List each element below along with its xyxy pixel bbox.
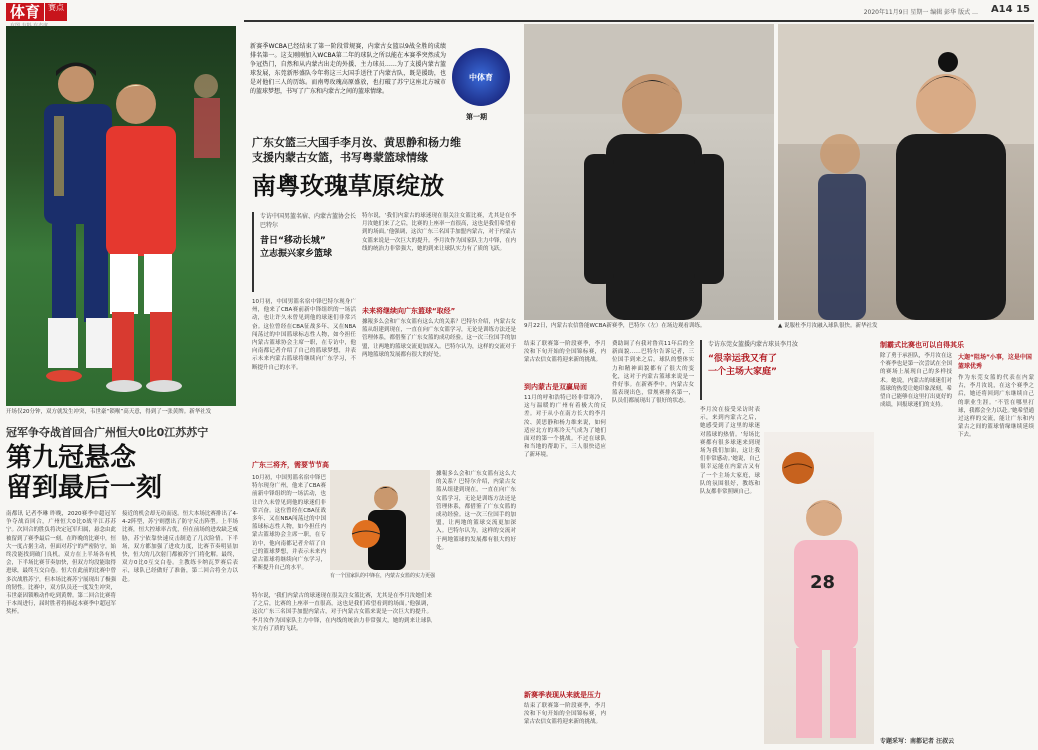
pull-box-quote1: 昔日“移动长城”	[260, 236, 326, 246]
mid-subhead-2: 广东三将齐，需要节节高	[252, 461, 329, 469]
right-col4-subhead: 制霸式比赛也可以自得其乐	[880, 341, 964, 349]
mid-intro: 新赛季WCBA已经结束了第一阶段常规赛，内蒙古女篮以9战全胜的成绩排名第一。这支刚刚加入WCBA第二年的球队之所以能在本赛季突然成为争冠热门，自然和从内蒙古出走的外援、主力球员……为了支援内蒙古篮球发展，东莞新彤盛队今年将这三大国手送往了内蒙古队，既是援助，也是对他们三人的历练。而南粤玫瑰高原盛放，也打破了苏宁这座北方城市的篮球梦想，书写了广东和内蒙古之间的篮球情缘。	[250, 43, 446, 95]
credit-line: 专题采写：南都记者 汪叔云	[880, 738, 955, 745]
mid-subhead-1: 未来将继续向广东篮球“取经”	[362, 307, 456, 315]
right-photo-caption-2: ▲ 说服杜李月汝融入球队很快。新华社发	[778, 323, 878, 329]
masthead	[0, 0, 1038, 22]
mid-body-col1: 10月初，中国男篮名宿中锋巴特尔现身广州，他来了CBA赛前新中锋组织的一场活动，也让许久未曾见到他的球迷们非常兴奋。这位曾经在CBA征战多年、又在NBA闯荡过的中国篮球标志性人物，如今担任内蒙古篮球协会主席一职，在专访中，他向南都记者介绍了自己的篮球梦想，并表示未来内蒙古篮球将继续向广东学习，不断提升自己的水平。	[252, 299, 356, 371]
right-pull-box-title: 专访东莞女篮援内蒙古球员李月汝	[708, 341, 799, 348]
right-body-col5: 作为东莞女篮的代表在内蒙古，李月汝说，在这个赛季之后，她还将回到广东继续自己的职业生涯。‘不管在哪里打球，我都会全力以赴。’她希望通过这样的交流，能让广东和内蒙古之间的篮球情缘继续延续下去。	[958, 375, 1034, 439]
left-kicker: 冠军争夺战首回合广州恒大0比0江苏苏宁	[6, 426, 209, 439]
page-number: A14 15	[990, 4, 1030, 15]
brand-section: 赛点	[45, 3, 67, 21]
player-photo-caption: 有一个国家队的中锋在，内蒙古女篮的实力更强	[330, 573, 436, 579]
right-subhead-2: 新赛季表现从来就是压力	[524, 691, 601, 699]
player-with-ball-photo	[330, 470, 430, 570]
bater-illustration	[524, 24, 774, 320]
right-body-col1b: 11月的呼和浩特已经非常寒冷，这与温暖的广州有着极大的反差。对于从小在南方长大的李月汝、黄思静和杨力维来说，如何适应北方的寒冷天气成为了她们面对的第一个挑战。不过在球队和当地的帮助下，三人很快适应了新环境。	[524, 395, 606, 459]
brand-logo	[6, 3, 67, 21]
mid-body-col2: 特尔说，‘我们内蒙古的球迷现在很关注女篮比赛，尤其是在李月汝她们来了之后，比赛的上座率一直很高，这也是我们希望看到的场面。’他强调，这次广东三名国手加盟内蒙古，对于内蒙古女篮来说是一次巨大的提升。李月汝作为国家队主力中锋，在内线的统治力非常强大，她的到来让球队实力有了质的飞跃。	[362, 213, 516, 252]
football-players-illustration	[6, 26, 236, 406]
right-pull-box-quote1: “很幸运我又有了	[708, 354, 777, 364]
feature-tag: 第一期	[466, 113, 487, 121]
right-body-col4: 除了勇于承担队，李月汝在这个赛季也是第一次尝试在全国的赛场上展现自己的多样技术。她说，内蒙古的球迷们对篮球的热爱让她印象深刻，希望自己能够在这里打出更好的成绩，回报球迷们的支持。	[880, 353, 952, 409]
mid-body-lower-right: 據報多么会和广东女篮有这么大的关系？巴特尔介绍，内蒙古女篮从组建到现在，一直在向广东女篮学习，无论是训练方法还是管理体系，都借鉴了广东女篮的成功经验。这一次三位国手的加盟，让两地的篮球交流更加深入。巴特尔认为，这样的交流对于两地篮球的发展都有很大的好处。	[436, 471, 516, 551]
mid-body-lower-left: 10月初，中国男篮名宿中锋巴特尔现身广州，他来了CBA赛前新中锋组织的一场活动，也让许久未曾见到他的球迷们非常兴奋。这位曾经在CBA征战多年、又在NBA闯荡过的中国篮球标志性人物，如今担任内蒙古篮球协会主席一职，在专访中，他向南都记者介绍了自己的篮球梦想，并表示未来内蒙古篮球将继续向广东学习，不断提升自己的水平。	[252, 475, 326, 572]
right-body-col1: 结束了联赛第一阶段赛季，李月汝和下旬开始的全国锦标赛，内蒙古农信女篮将迎来新的挑战。	[524, 341, 606, 364]
mid-body-lower-mid: 特尔说，‘我们内蒙古的球迷现在很关注女篮比赛，尤其是在李月汝她们来了之后，比赛的上座率一直很高，这也是我们希望看到的场面。’他强调，这次广东三名国手加盟内蒙古，对于内蒙古女篮来说是一次巨大的提升。李月汝作为国家队主力中锋，在内线的统治力非常强大，她的到来让球队实力有了质的飞跃。	[252, 593, 432, 632]
right-pull-box	[700, 340, 820, 400]
pull-box-quote2: 立志振兴家乡篮球	[260, 249, 333, 259]
right-photo-caption-1: 9月22日，内蒙古农信鲁能WCBA新赛季，巴特尔（左）在场边观看训练。	[524, 323, 706, 329]
mid-kicker-line2: 支援内蒙古女篮，书写粤蒙篮球情缘	[252, 151, 428, 164]
dateline: 2020年11月9日 星期一 编辑 彭华 版式 …	[863, 9, 978, 16]
left-body-col2: 接近的机会却无功而返。恒大本场比赛排出了4-4-2阵型，苏宁则摆出了防守反击阵型。上半场比赛，恒大控球率占优，但在前场的进攻缺乏威胁，苏宁依靠快速反击制造了几次险情。下半场，双方都加强了进攻力度，比赛节奏明显加快，恒大的几次射门都被苏宁门将化解。最终，双方0比0互交白卷。主教练卡纳瓦罗赛后表示，球队已经做好了准备，第二回合将全力以赴。	[122, 511, 238, 583]
right-body-col1c: 结束了联赛第一阶段赛季，李月汝和下旬开始的全国锦标赛，内蒙古农信女篮将迎来新的挑战。	[524, 703, 606, 726]
player-ball-illustration	[330, 470, 430, 570]
football-photo-caption: 开场仅20分钟，双方就发生冲突，韦世豪“锁喉”高天意，得到了一张黄牌。新华社发	[6, 409, 212, 415]
bater-photo	[524, 24, 774, 320]
training-players-illustration	[778, 24, 1034, 320]
football-photo	[6, 26, 236, 406]
jersey-number: 28	[810, 572, 836, 593]
mid-body-col3: 據報多么会和广东女篮有这么大的关系？巴特尔介绍，内蒙古女篮从组建到现在，一直在向广东女篮学习，无论是训练方法还是管理体系，都借鉴了广东女篮的成功经验。这一次三位国手的加盟，让两地的篮球交流更加深入。巴特尔认为，这样的交流对于两地篮球的发展都有很大的好处。	[362, 319, 516, 358]
left-headline-line2: 留到最后一刻	[6, 473, 163, 503]
masthead-rule	[244, 20, 1034, 22]
pull-box-title: 专访中国男篮名宿、内蒙古篮协会长巴特尔	[260, 213, 357, 229]
right-pull-box-quote2: 一个主场大家庭”	[708, 367, 777, 377]
left-headline-line1: 第九冠悬念	[6, 443, 137, 473]
right-col5-subhead: 大迦“阻场”小事，这是中国篮球优秀	[958, 354, 1032, 370]
mid-headline: 南粤玫瑰草原绽放	[252, 172, 444, 200]
right-subhead-1: 到内蒙古是双赢局面	[524, 383, 587, 391]
brand-name: 体育	[6, 3, 44, 21]
feature-logo	[452, 48, 510, 106]
pull-box	[252, 212, 356, 292]
training-players-photo	[778, 24, 1034, 320]
jersey-28-player-photo	[764, 432, 874, 744]
mid-kicker-line1: 广东女篮三大国手李月汝、黄思静和杨力维	[252, 136, 461, 149]
feature-logo-label: 中体育	[469, 72, 493, 82]
left-body-col1: 南都讯 记者李琳 昨晚，2020赛季中超冠军争夺战首回合，广州恒大0比0战平江苏苏宁。次回合的胜负将决定冠军归属，悬念由此被留到了赛季最后一刻。在昨晚的比赛中，恒大一度占据主动，但面对苏宁的严密防守，始终没能找到破门良机。双方在上半场各有机会，下半场比赛节奏加快，但双方均没能取得进球，最终互交白卷。恒大在此前的比赛中曾多次战胜苏宁，但本场比赛苏宁展现出了极强的韧性。比赛中，双方队员还一度发生冲突，韦世豪因锁喉动作吃到黄牌。第二回合比赛将于本周进行，届时胜者将捧起本赛季中超冠军奖杯。	[6, 511, 116, 616]
right-body-col2: 费助调了有我对鲁宾11年后的全新面貌……巴特尔告诉记者，三位国手到来之后，球队的整体实力和精神面貌都有了很大的变化，这对于内蒙古篮球来说是一件好事。在新赛季中，内蒙古女篮表现出色，常规赛排名第一，队员们都展现出了很好的状态。	[612, 341, 694, 405]
right-body-col3: 李月汝在接受采访时表示，来到内蒙古之后，她感受到了这里的球迷对篮球的热情。‘每场比赛都有很多球迷来到现场为我们加油，这让我们非常感动。’她说，自己很幸运能在内蒙古又有了一个主场大家庭，球队的氛围很好，教练和队友都非常照顾自己。	[700, 407, 760, 496]
